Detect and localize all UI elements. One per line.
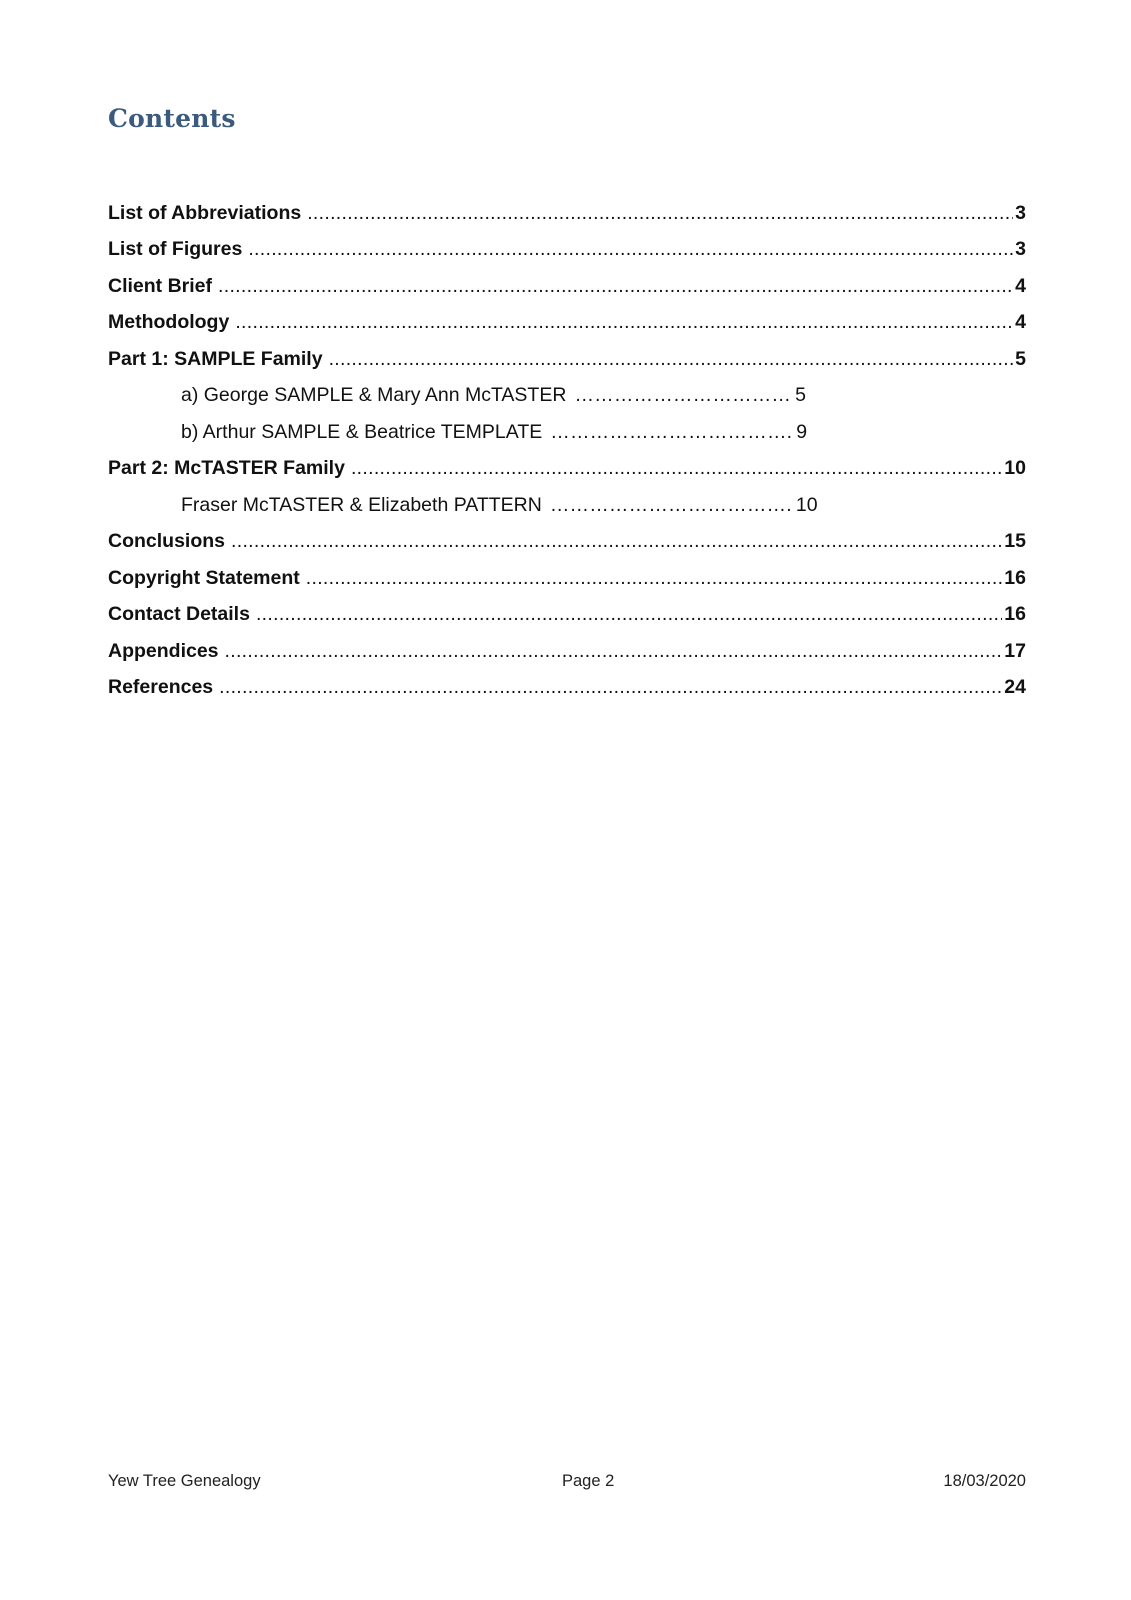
toc-dot-leader	[235, 310, 1013, 334]
toc-dot-leader	[329, 347, 1014, 371]
toc-page-number: 5	[1015, 347, 1026, 370]
toc-entry-part-1[interactable]	[108, 334, 1026, 371]
toc-subentry-fraser-mctaster[interactable]	[108, 480, 1026, 517]
toc-entry-title: Conclusions	[108, 530, 226, 552]
toc-entry-title: List of Abbreviations	[108, 201, 302, 224]
toc-entry-appendices[interactable]	[108, 626, 1026, 663]
toc-page-number: 24	[1004, 676, 1026, 698]
table-of-contents	[108, 188, 1026, 699]
toc-page-number: 9	[796, 420, 808, 443]
toc-page-number: 16	[1004, 566, 1026, 589]
toc-dot-leader: ……………………………….	[550, 420, 793, 443]
toc-dot-leader	[306, 566, 1003, 590]
toc-dot-leader: ……………………………….	[549, 493, 792, 516]
toc-entry-title: Client Brief	[108, 274, 213, 297]
toc-entry-list-of-abbreviations[interactable]	[108, 188, 1026, 225]
page-footer	[108, 1472, 1026, 1496]
toc-dot-leader	[218, 274, 1013, 298]
toc-dot-leader	[248, 237, 1013, 261]
toc-page-number: 5	[795, 384, 806, 406]
toc-entry-title: Copyright Statement	[108, 566, 300, 589]
toc-entry-title: Methodology	[108, 311, 230, 333]
toc-entry-part-2[interactable]	[108, 444, 1026, 481]
footer-page-number: Page 2	[562, 1472, 615, 1490]
toc-page-number: 10	[1004, 457, 1026, 479]
toc-dot-leader	[219, 675, 1002, 699]
toc-entry-title: Appendices	[108, 639, 219, 662]
toc-page-number: 4	[1015, 311, 1026, 333]
toc-subentry-george-sample[interactable]	[108, 371, 1026, 408]
toc-page-number: 4	[1015, 274, 1026, 297]
toc-entry-contact-details[interactable]	[108, 590, 1026, 627]
toc-page-number: 15	[1004, 530, 1026, 552]
contents-heading: Contents	[108, 104, 236, 133]
toc-entry-copyright-statement[interactable]	[108, 553, 1026, 590]
toc-entry-title: Contact Details	[108, 603, 250, 625]
footer-company-name: Yew Tree Genealogy	[108, 1472, 261, 1490]
toc-dot-leader	[351, 456, 1002, 480]
toc-entry-client-brief[interactable]	[108, 261, 1026, 298]
toc-subentry-arthur-sample[interactable]	[108, 407, 1026, 444]
toc-dot-leader: ……………………………	[574, 384, 792, 406]
toc-entry-methodology[interactable]	[108, 298, 1026, 335]
toc-dot-leader	[225, 639, 1003, 663]
toc-dot-leader	[231, 529, 1002, 553]
toc-entry-title: References	[108, 676, 214, 698]
toc-page-number: 3	[1015, 238, 1026, 260]
toc-page-number: 3	[1015, 201, 1026, 224]
toc-entry-title: b) Arthur SAMPLE & Beatrice TEMPLATE	[181, 420, 543, 443]
toc-page-number: 10	[795, 493, 818, 516]
footer-date: 18/03/2020	[943, 1472, 1026, 1490]
toc-dot-leader	[256, 602, 1002, 626]
toc-entry-conclusions[interactable]	[108, 517, 1026, 554]
toc-page-number: 17	[1004, 639, 1026, 662]
toc-dot-leader	[307, 201, 1013, 225]
toc-page-number: 16	[1004, 603, 1026, 625]
toc-entry-title: Part 2: McTASTER Family	[108, 457, 345, 479]
toc-entry-references[interactable]	[108, 663, 1026, 700]
toc-entry-title: a) George SAMPLE & Mary Ann McTASTER	[181, 384, 567, 406]
toc-entry-title: Part 1: SAMPLE Family	[108, 347, 323, 370]
toc-entry-title: Fraser McTASTER & Elizabeth PATTERN	[181, 493, 542, 516]
toc-entry-list-of-figures[interactable]	[108, 225, 1026, 262]
toc-entry-title: List of Figures	[108, 238, 243, 260]
